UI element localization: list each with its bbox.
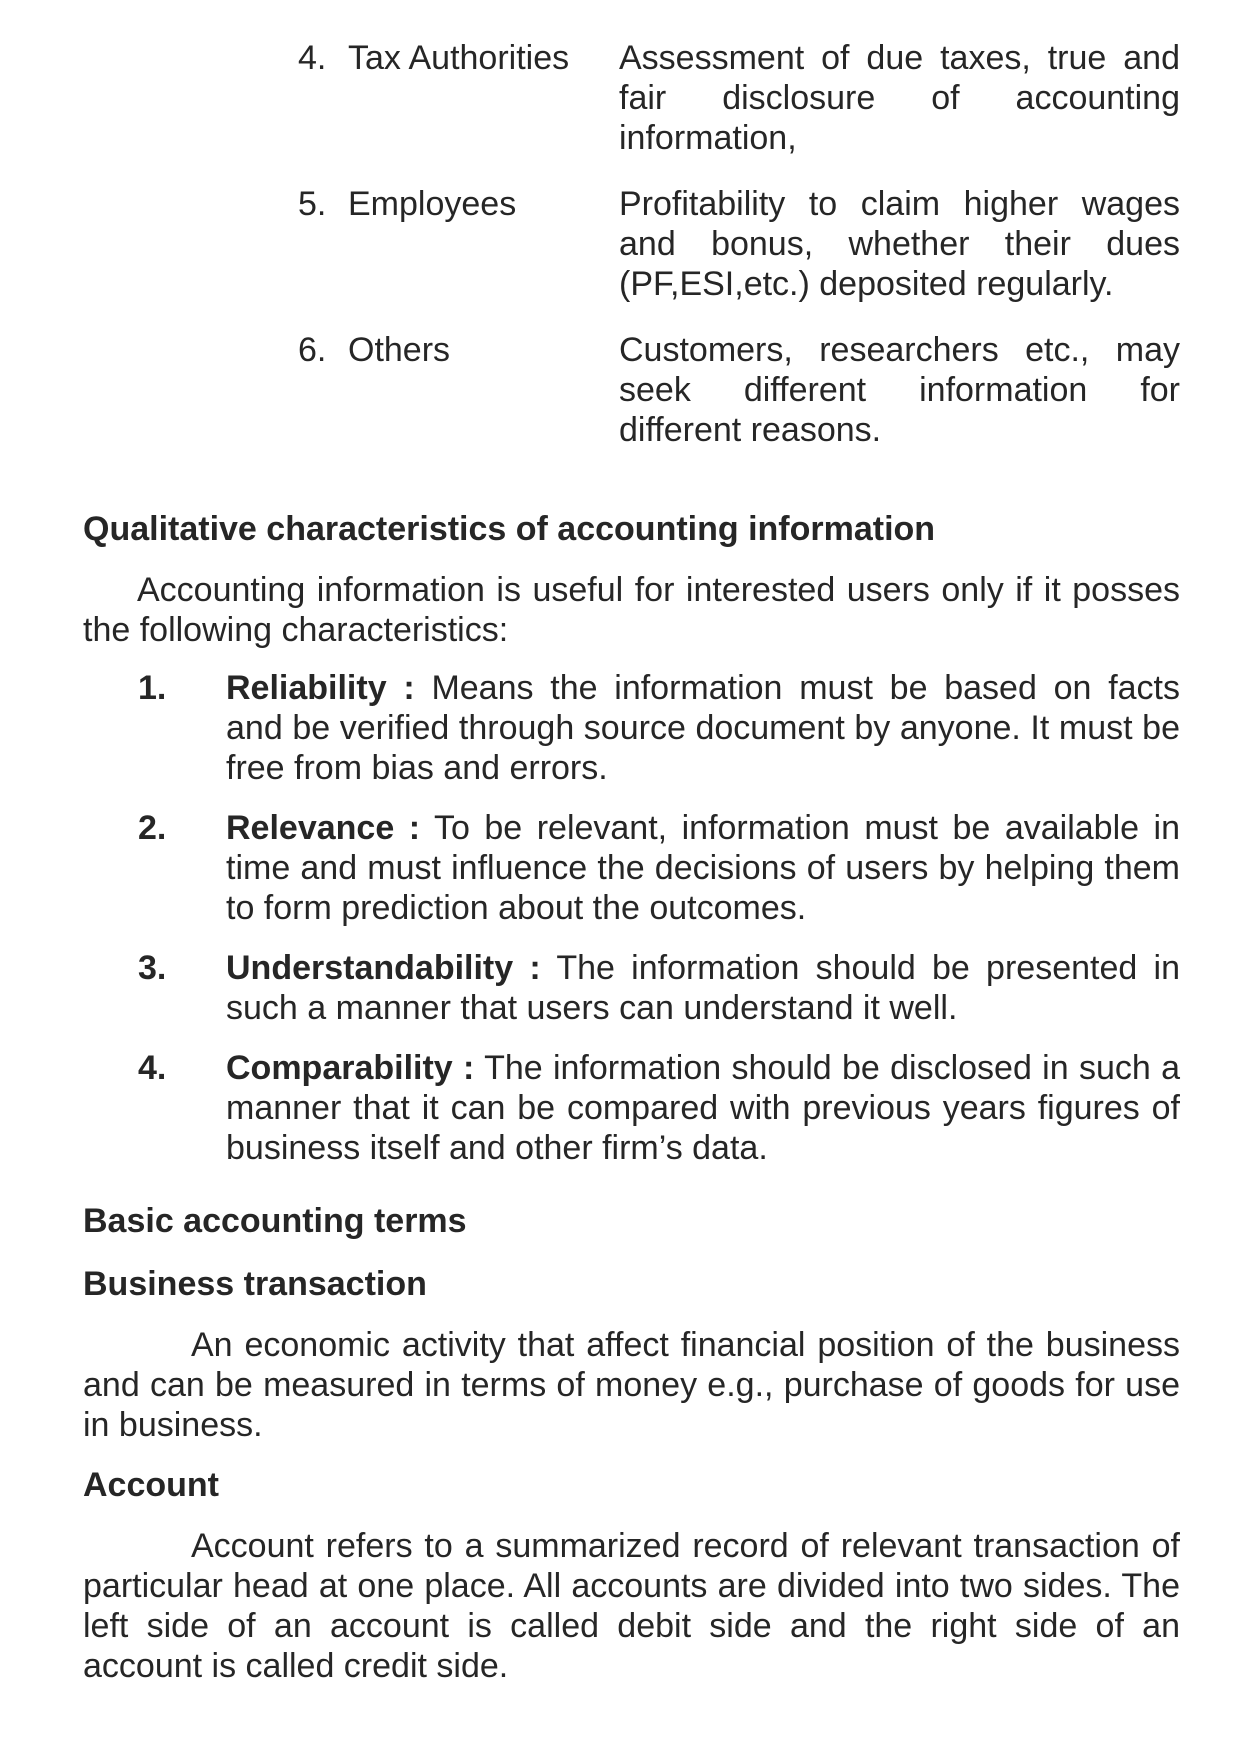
item-body <box>226 1048 1180 1168</box>
qualitative-heading: Qualitative characteristics of accounting information <box>83 510 936 548</box>
item-number: 4. <box>138 1049 167 1087</box>
user-description: Assessment of due taxes, true and fair disclosure of accounting information, <box>619 39 1180 157</box>
list-item-reliability <box>138 668 1180 788</box>
item-text: The information should be presented in such a manner that users can understand it well. <box>226 949 1180 1027</box>
item-text: Means the information must be based on facts and be verified through source document by anyone. It must be free from bias and errors. <box>226 669 1180 787</box>
user-number: 6. <box>298 331 327 369</box>
account-heading: Account <box>83 1466 219 1504</box>
item-text: The information should be disclosed in such a manner that it can be compared with previous years figures of business itself and other firm’s data. <box>226 1049 1180 1167</box>
item-term: Relevance : <box>226 809 421 847</box>
characteristics-list <box>138 668 1180 1168</box>
user-description: Profitability to claim higher wages and bonus, whether their dues (PF,ESI,etc.) deposited regularly. <box>619 185 1180 303</box>
user-name: Employees <box>348 185 517 223</box>
user-number: 5. <box>298 185 327 223</box>
list-item-comparability <box>138 1048 1180 1168</box>
item-number: 1. <box>138 669 167 707</box>
user-number: 4. <box>298 39 327 77</box>
item-term: Understandability : <box>226 949 541 987</box>
user-name: Tax Authorities <box>348 39 570 77</box>
item-body <box>226 668 1180 788</box>
basic-terms-heading: Basic accounting terms <box>83 1202 467 1240</box>
item-number: 2. <box>138 809 167 847</box>
account-text: Account refers to a summarized record of relevant transaction of particular head at one place. All accounts are divided into two sides. The left side of an account is called debit side and the right side of an account is called credit side. <box>83 1527 1180 1685</box>
user-row-tax-authorities <box>298 38 1180 158</box>
user-row-others <box>298 330 1180 450</box>
item-term: Reliability : <box>226 669 415 707</box>
user-name: Others <box>348 331 451 369</box>
item-body <box>226 808 1180 928</box>
qualitative-intro: Accounting information is useful for interested users only if it posses the following characteristics: <box>83 571 1180 649</box>
item-body <box>226 948 1180 1028</box>
business-transaction-text: An economic activity that affect financial position of the business and can be measured in terms of money e.g., purchase of goods for use in business. <box>83 1326 1180 1444</box>
list-item-understandability <box>138 948 1180 1028</box>
user-description: Customers, researchers etc., may seek different information for different reasons. <box>619 331 1180 449</box>
list-item-relevance <box>138 808 1180 928</box>
item-number: 3. <box>138 949 167 987</box>
item-text: To be relevant, information must be available in time and must influence the decisions of users by helping them to form prediction about the outcomes. <box>226 809 1180 927</box>
user-row-employees <box>298 184 1180 304</box>
users-table <box>298 38 1180 450</box>
business-transaction-heading: Business transaction <box>83 1265 427 1303</box>
item-term: Comparability : <box>226 1049 475 1087</box>
